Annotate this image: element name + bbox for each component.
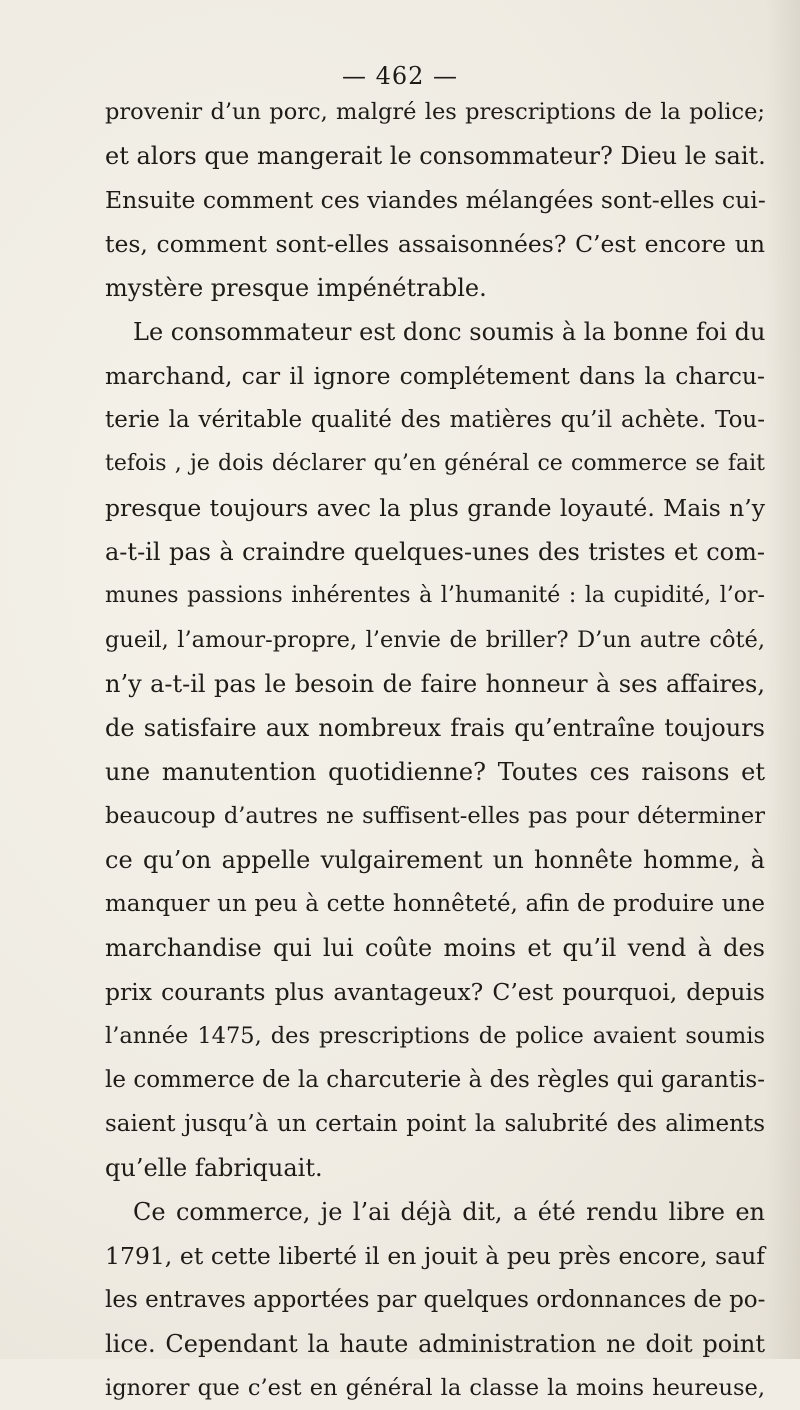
text-line: presque toujours avec la plus grande loyauté. Mais n’y: [105, 494, 765, 522]
text-line: mystère presque impénétrable.: [105, 274, 487, 302]
text-line: terie la véritable qualité des matières qu’il achète. Tou-: [105, 407, 765, 433]
text-line: a-t-il pas à craindre quelques-unes des tristes et com-: [105, 538, 765, 566]
text-line: le commerce de la charcuterie à des règles qui garantis-: [105, 1067, 765, 1093]
text-line: munes passions inhérentes à l’humanité : la cupidité, l’or-: [105, 583, 765, 608]
text-line: n’y a-t-il pas le besoin de faire honneur à ses affaires,: [105, 670, 765, 698]
text-line: 1791, et cette liberté il en jouit à peu près encore, sauf: [105, 1242, 765, 1270]
text-line: qu’elle fabriquait.: [105, 1154, 323, 1182]
text-line: lice. Cependant la haute administration ne doit point: [105, 1330, 765, 1358]
text-line: prix courants plus avantageux? C’est pourquoi, depuis: [105, 978, 765, 1006]
text-line: marchand, car il ignore complétement dans la charcu-: [105, 362, 765, 390]
text-line: tefois , je dois déclarer qu’en général ce commerce se fait: [105, 451, 765, 476]
text-line: marchandise qui lui coûte moins et qu’il vend à des: [105, 934, 765, 962]
text-line: l’année 1475, des prescriptions de police avaient soumis: [105, 1023, 765, 1049]
text-line: Le consommateur est donc soumis à la bonne foi du: [133, 318, 766, 346]
text-line: ce qu’on appelle vulgairement un honnête homme, à: [105, 846, 765, 874]
text-line: une manutention quotidienne? Toutes ces raisons et: [105, 758, 765, 786]
text-line: de satisfaire aux nombreux frais qu’entraîne toujours: [105, 714, 765, 742]
text-line: et alors que mangerait le consommateur? Dieu le sait.: [105, 142, 766, 170]
text-line: manquer un peu à cette honnêteté, afin de produire une: [105, 891, 765, 917]
text-line: gueil, l’amour-propre, l’envie de briller? D’un autre côté,: [105, 627, 765, 653]
text-line: ignorer que c’est en général la classe la moins heureuse,: [105, 1375, 765, 1401]
page-body-text: [105, 90, 765, 1410]
text-line: Ce commerce, je l’ai déjà dit, a été rendu libre en: [133, 1198, 765, 1226]
text-line: tes, comment sont-elles assaisonnées? C’est encore un: [105, 230, 765, 258]
text-line: les entraves apportées par quelques ordonnances de po-: [105, 1287, 766, 1313]
text-line: Ensuite comment ces viandes mélangées sont-elles cui-: [105, 186, 766, 214]
text-line: beaucoup d’autres ne suffisent-elles pas pour déterminer: [105, 803, 765, 829]
text-line: saient jusqu’à un certain point la salubrité des aliments: [105, 1111, 765, 1137]
page-number: — 462 —: [341, 62, 459, 90]
page-edge-shadow: [766, 0, 800, 1359]
text-line: provenir d’un porc, malgré les prescriptions de la police;: [105, 99, 765, 125]
